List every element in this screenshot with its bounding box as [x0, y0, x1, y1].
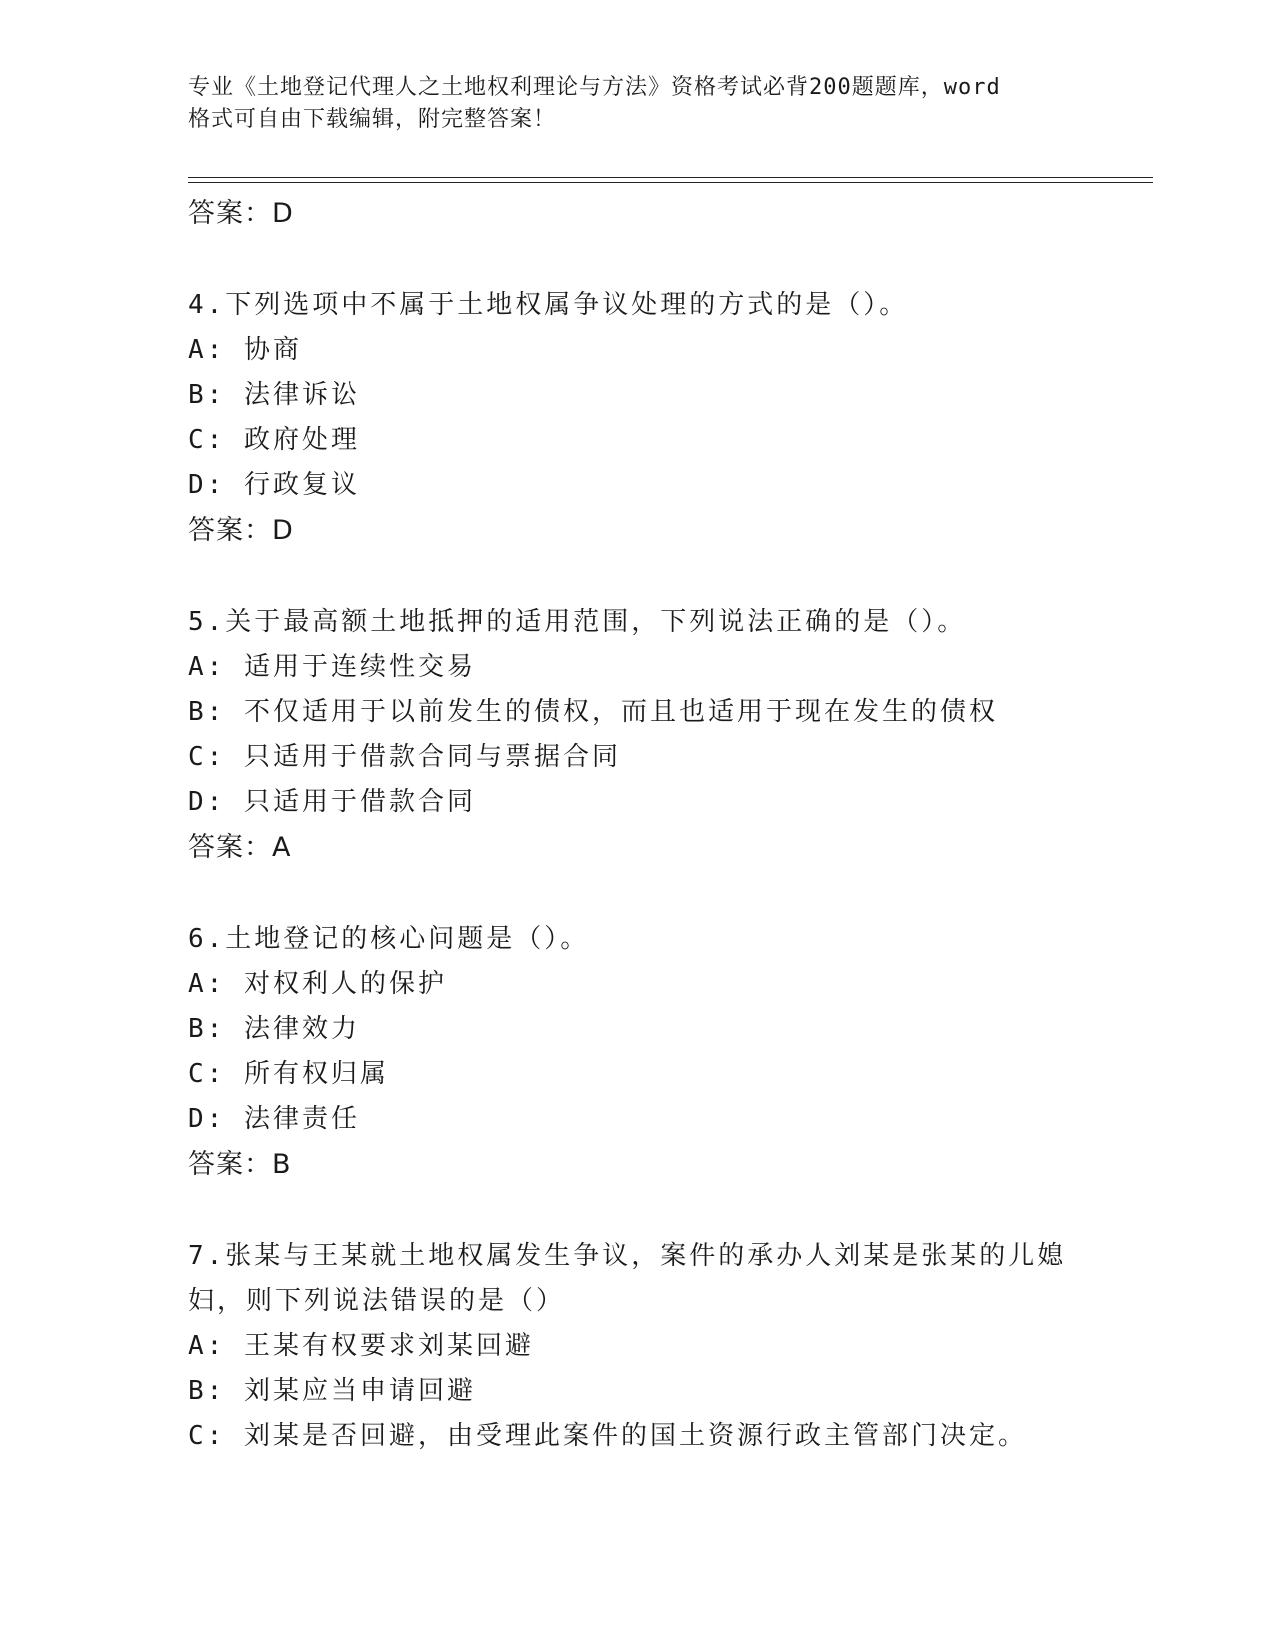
header-divider-top	[188, 177, 1153, 178]
spacer	[188, 870, 1088, 917]
question-list	[188, 191, 1088, 1459]
header-line-2: 格式可自由下载编辑，附完整答案！	[188, 107, 557, 132]
option-a: A: 适用于连续性交易	[188, 652, 476, 682]
document-header	[188, 72, 1068, 136]
question-4	[188, 283, 1088, 553]
question-text: 5.关于最高额土地抵押的适用范围，下列说法正确的是（）。	[188, 607, 967, 637]
question-text: 6.土地登记的核心问题是（）。	[188, 924, 590, 954]
option-a: A: 协商	[188, 335, 302, 365]
question-6	[188, 917, 1088, 1187]
option-c: C: 所有权归属	[188, 1059, 389, 1089]
option-d: D: 法律责任	[188, 1104, 360, 1134]
answer: 答案：D	[188, 515, 294, 546]
question-text-line-2: 妇，则下列说法错误的是（）	[188, 1286, 566, 1316]
question-5	[188, 600, 1088, 870]
option-c: C: 只适用于借款合同与票据合同	[188, 742, 621, 772]
spacer	[188, 236, 1088, 283]
option-b: B: 不仅适用于以前发生的债权，而且也适用于现在发生的债权	[188, 697, 998, 727]
option-b: B: 法律诉讼	[188, 380, 360, 410]
option-d: D: 行政复议	[188, 470, 360, 500]
header-line-1: 专业《土地登记代理人之土地权利理论与方法》资格考试必背200题题库，word	[188, 75, 1001, 100]
question-text-line-1: 7.张某与王某就土地权属发生争议，案件的承办人刘某是张某的儿媳	[188, 1241, 1067, 1271]
answer: 答案：A	[188, 832, 292, 863]
option-c: C: 政府处理	[188, 425, 360, 455]
option-c: C: 刘某是否回避，由受理此案件的国土资源行政主管部门决定。	[188, 1421, 1027, 1451]
spacer	[188, 553, 1088, 600]
answer: 答案：B	[188, 1149, 292, 1180]
option-b: B: 刘某应当申请回避	[188, 1376, 476, 1406]
option-d: D: 只适用于借款合同	[188, 787, 476, 817]
option-b: B: 法律效力	[188, 1014, 360, 1044]
previous-answer: 答案：D	[188, 198, 294, 229]
option-a: A: 王某有权要求刘某回避	[188, 1331, 534, 1361]
option-a: A: 对权利人的保护	[188, 969, 447, 999]
question-text: 4.下列选项中不属于土地权属争议处理的方式的是（）。	[188, 290, 909, 320]
header-divider-bottom	[188, 182, 1153, 183]
question-7	[188, 1234, 1088, 1459]
spacer	[188, 1187, 1088, 1234]
